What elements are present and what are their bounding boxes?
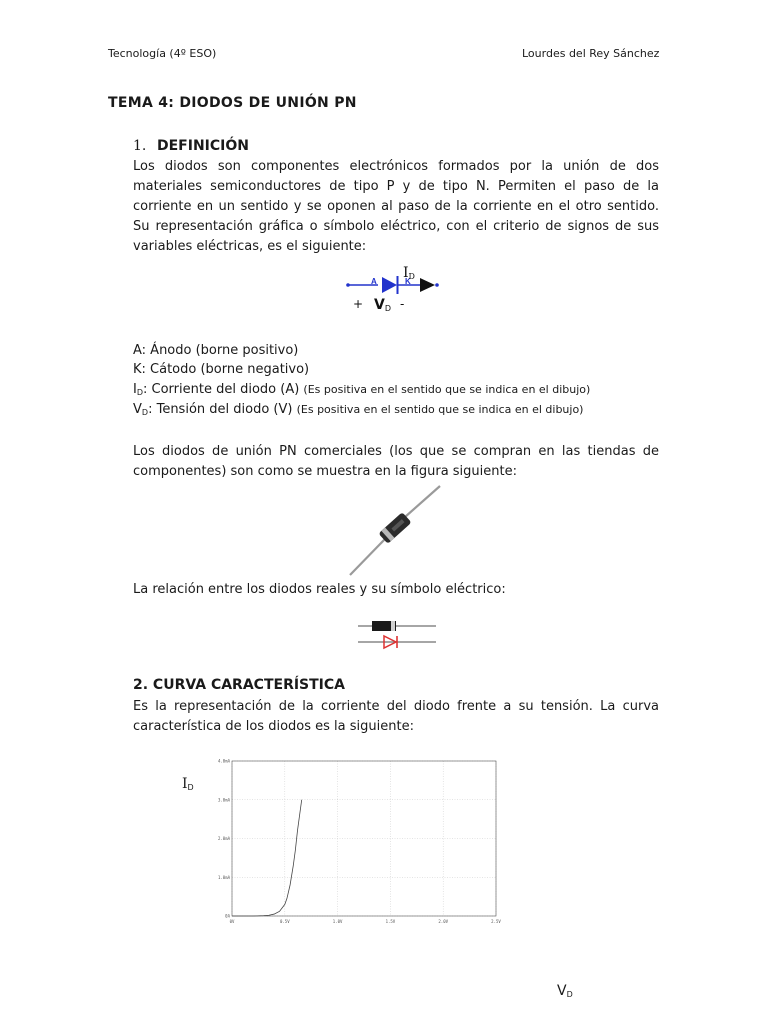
section2-heading: 2. CURVA CARACTERÍSTICA <box>133 677 346 693</box>
x-tick-label: 0.5V <box>279 919 290 924</box>
definition-voltage: $V_D$: Tensión del diodo (V) (Es positiva en el sentido que se indica en el dibujo) <box>133 402 584 417</box>
y-tick-label: 3.0mA <box>217 797 230 803</box>
definition-cathode: K: Cátodo (borne negativo) <box>133 362 310 377</box>
section1-paragraph: Los diodos son componentes electrónicos formados por la unión de dos materiales semiconductores de tipo P y de tipo N. Permiten el paso de la corriente en un sentido y se oponen al paso de la corriente en el otro sentido. Su representación gráfica o símbolo eléctrico, con el criterio de signos de sus variables eléctricas, es el siguiente: <box>133 159 659 254</box>
y-tick-label: 4.0mA <box>217 758 230 764</box>
diode-symbol <box>340 262 450 318</box>
diode-terminal-right <box>435 283 439 287</box>
header-right: Lourdes del Rey Sánchez <box>522 47 660 60</box>
x-tick-label: 1.5V <box>385 919 396 924</box>
diode-relation-image <box>356 616 438 652</box>
characteristic-curve-chart <box>200 756 510 936</box>
cathode-label: K <box>405 277 411 286</box>
y-tick-label: 1.0mA <box>217 874 230 880</box>
voltage-label: VD <box>374 297 392 313</box>
diode-terminal-left <box>346 283 350 287</box>
chart-grid <box>232 761 496 916</box>
x-tick-label: 1.0V <box>332 919 343 924</box>
curve-series-line <box>232 800 302 916</box>
commercial-diodes-paragraph: Los diodos de unión PN comerciales (los que se compran en las tiendas de componentes) son como se muestra en la figura siguiente: <box>133 444 659 479</box>
definition-anode: A: Ánodo (borne positivo) <box>133 343 299 358</box>
x-tick-label: 0V <box>229 919 235 924</box>
diode-lead-bottom <box>350 539 385 575</box>
diode-lead-top <box>405 486 440 517</box>
chart-ticks <box>218 759 501 925</box>
voltage-minus: - <box>400 297 405 311</box>
chart-ylabel: $I_D$ <box>182 776 194 792</box>
section1-heading: DEFINICIÓN <box>157 138 249 154</box>
relation-real-band <box>391 621 395 631</box>
relation-text: La relación entre los diodos reales y su símbolo eléctrico: <box>133 582 506 597</box>
header-left: Tecnología (4º ESO) <box>108 47 217 60</box>
chart-xlabel: $V_D$ <box>557 983 573 999</box>
current-label: ID <box>403 265 415 281</box>
y-tick-label: 0A <box>225 913 230 919</box>
section2-paragraph: Es la representación de la corriente del diodo frente a su tensión. La curva característica de los diodos es la siguiente: <box>133 699 659 734</box>
current-arrow-icon <box>420 278 435 292</box>
anode-label: A <box>371 277 377 286</box>
real-diode-image <box>345 483 445 579</box>
page-title: TEMA 4: DIODOS DE UNIÓN PN <box>108 95 357 111</box>
diode-triangle <box>382 277 397 293</box>
chart-frame <box>232 761 496 916</box>
voltage-plus: + <box>353 297 364 311</box>
definition-current: $I_D$: Corriente del diodo (A) (Es positiva en el sentido que se indica en el dibujo) <box>133 382 591 397</box>
x-tick-label: 2.0V <box>438 919 449 924</box>
x-tick-label: 2.5V <box>491 919 501 924</box>
section1-number: 1. <box>133 138 147 154</box>
y-tick-label: 2.0mA <box>217 836 230 841</box>
